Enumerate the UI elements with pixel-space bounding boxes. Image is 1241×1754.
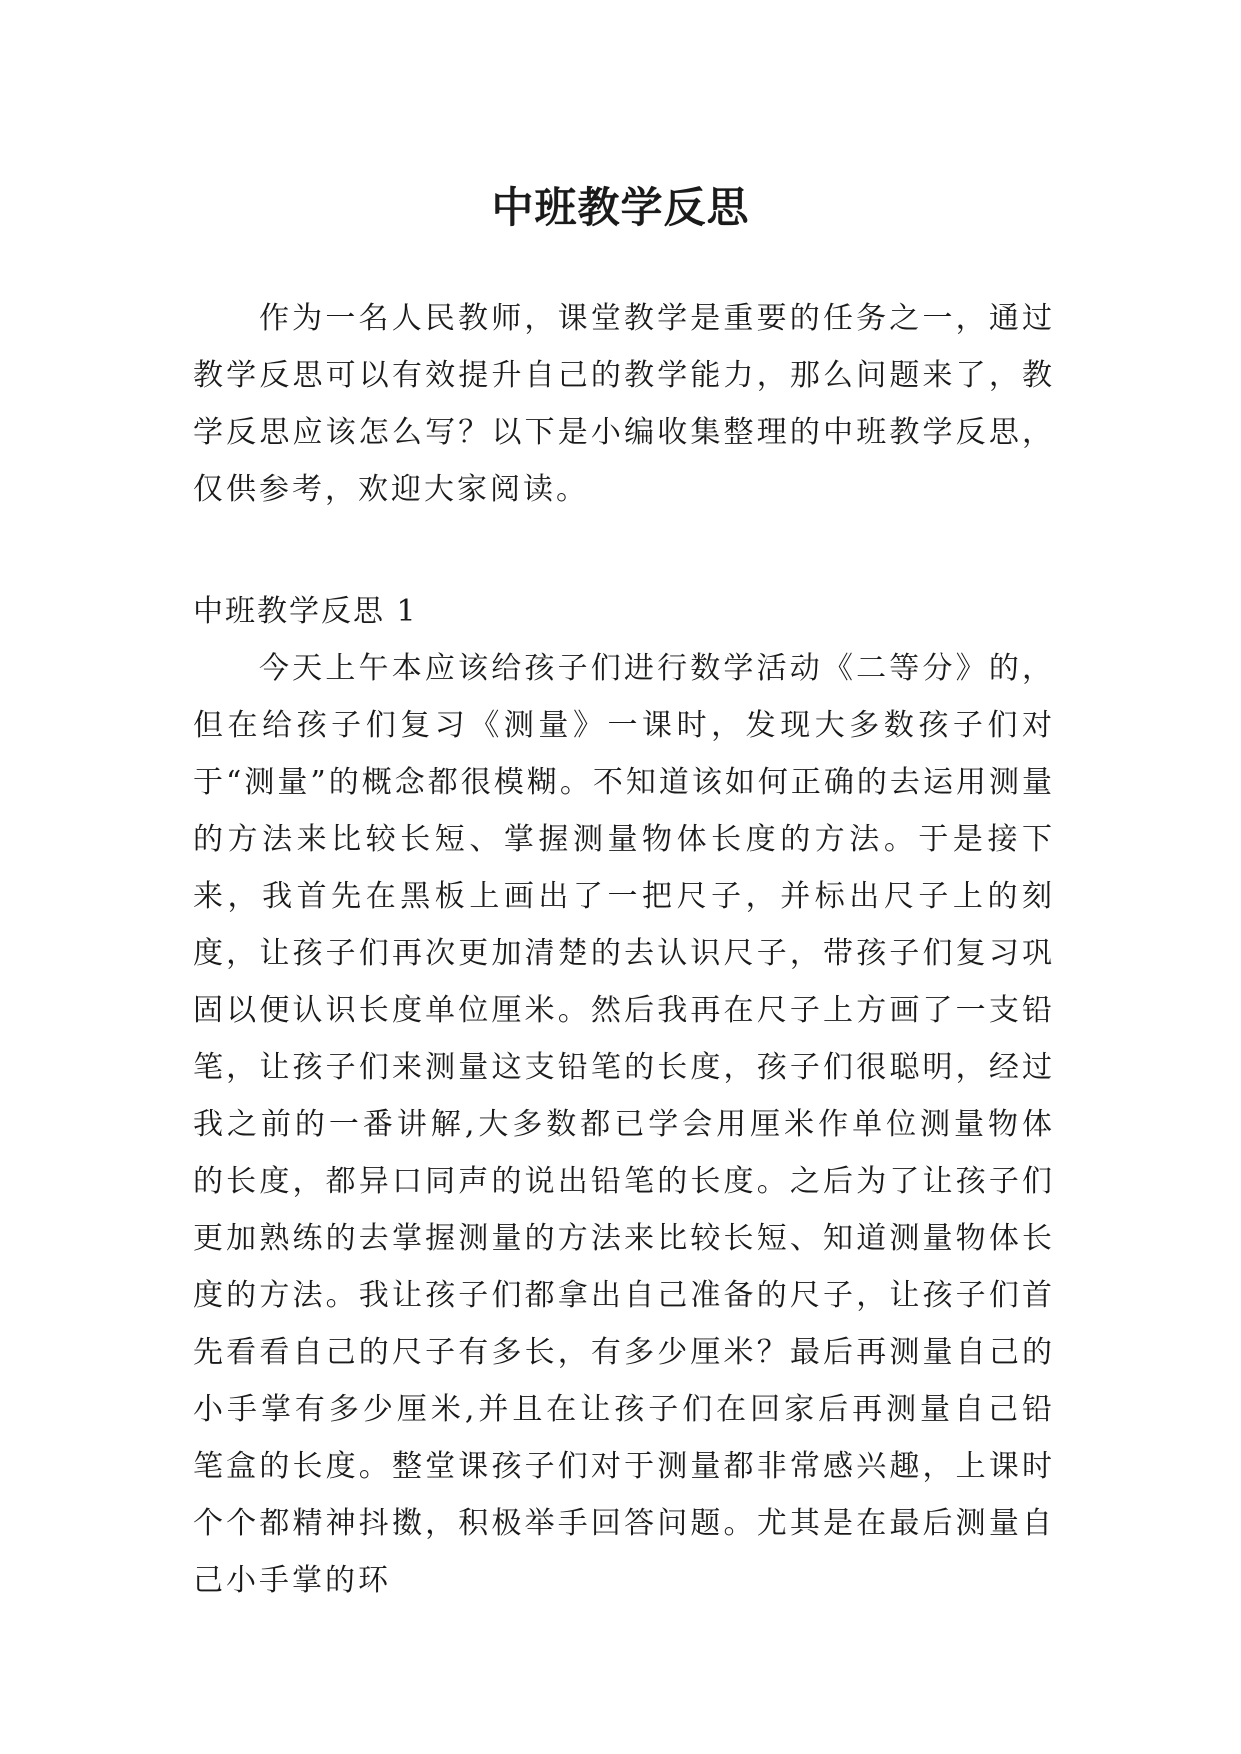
document-title: 中班教学反思: [491, 183, 750, 233]
section-heading: 中班教学反思 1: [193, 594, 418, 629]
intro-paragraph: 作为一名人民教师，课堂教学是重要的任务之一，通过教学反思可以有效提升自己的教学能力，那么问题来了，教学反思应该怎么写？以下是小编收集整理的中班教学反思，仅供参考，欢迎大家阅读。: [193, 301, 1055, 507]
section-body-paragraph: 今天上午本应该给孩子们进行数学活动《二等分》的，但在给孩子们复习《测量》一课时，发现大多数孩子们对于“测量”的概念都很模糊。不知道该如何正确的去运用测量的方法来比较长短、掌握测量物体长度的方法。于是接下来，我首先在黑板上画出了一把尺子，并标出尺子上的刻度，让孩子们再次更加清楚的去认识尺子，带孩子们复习巩固以便认识长度单位厘米。然后我再在尺子上方画了一支铅笔，让孩子们来测量这支铅笔的长度，孩子们很聪明，经过我之前的一番讲解,大多数都已学会用厘米作单位测量物体的长度，都异口同声的说出铅笔的长度。之后为了让孩子们更加熟练的去掌握测量的方法来比较长短、知道测量物体长度的方法。我让孩子们都拿出自己准备的尺子，让孩子们首先看看自己的尺子有多长，有多少厘米？最后再测量自己的小手掌有多少厘米,并且在让孩子们在回家后再测量自己铅笔盒的长度。整堂课孩子们对于测量都非常感兴趣，上课时个个都精神抖擞，积极举手回答问题。尤其是在最后测量自己小手掌的环: [193, 651, 1055, 1598]
